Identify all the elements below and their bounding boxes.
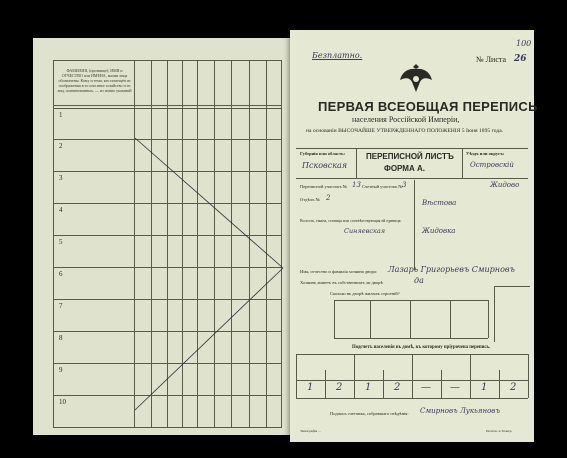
signature-label: Подпись счетчика, собравшаго свѣдѣнія: (330, 411, 409, 416)
row-number: 3 (59, 174, 63, 182)
count-value: 2 (336, 382, 343, 393)
footer-right: Почтов. и Телегр. (486, 429, 513, 433)
settlement-value-1: Жидово (490, 181, 520, 189)
row-number: 7 (59, 302, 63, 310)
section-uchastok-label: Переписной участокъ № (300, 184, 348, 189)
sheet-number: 26 (514, 54, 527, 64)
row-number: 1 (59, 111, 63, 119)
form-sheet-title: ПЕРЕПИСНОЙ ЛИСТЪ (366, 152, 454, 161)
owner-label: Имя, отчество и фамилія хозяина двора: (300, 269, 378, 274)
row-number: 5 (59, 238, 63, 246)
settlement-value-2: Вѣстова (422, 199, 457, 207)
footer-left: Типографія ... (300, 429, 321, 433)
uezd-value: Островскій (470, 161, 514, 169)
left-page (33, 38, 291, 435)
section-uchastok-value: 13 (352, 181, 361, 189)
row-number: 6 (59, 270, 63, 278)
settlement-value-3: Жидовка (422, 227, 456, 235)
form-title: ПЕРВАЯ ВСЕОБЩАЯ ПЕРЕПИСЬ (318, 99, 538, 114)
bottom-header: Подсчетъ населенія въ домѣ, къ которому пріурочена перепись. (352, 345, 491, 350)
row-number: 8 (59, 334, 63, 342)
form-basis: на основаніи ВЫСОЧАЙШЕ УТВЕРЖДЕННАГО ПОЛОЖЕНІЯ 5 Іюня 1895 года. (306, 128, 504, 134)
row-number: 2 (59, 142, 63, 150)
row-number: 10 (59, 398, 66, 406)
owner-value: Лазарь Григорьевъ Смирновъ (388, 265, 515, 274)
uezd-label: Уѣздъ или округъ: (466, 151, 505, 156)
section-otdel-label: Отдѣлъ № (300, 197, 320, 202)
count-value: — (450, 382, 460, 393)
count-value: — (421, 382, 431, 393)
count-value: 2 (510, 382, 517, 393)
village-label: Волость, гмина, станица или соотвѣтствующая ей единица: (300, 218, 402, 223)
section-schet-label: Счетный участокъ № (362, 184, 403, 189)
section-schet-value: 3 (402, 181, 407, 189)
cross-out-lines (33, 38, 291, 435)
form-sheet-subtitle: ФОРМА А. (384, 164, 425, 173)
section-otdel-value: 2 (326, 194, 331, 202)
gubernia-label: Губернія или область: (300, 151, 346, 156)
count-value: 1 (365, 382, 372, 393)
right-page (290, 30, 538, 442)
signature-value: Смирновъ Лукьяновъ (420, 407, 501, 415)
form-subtitle: населения Россійской Имперіи, (352, 115, 460, 124)
stamp-text: Безплатно. (312, 51, 363, 60)
sheet-label: № Листа (476, 55, 507, 64)
row-number: 4 (59, 206, 63, 214)
village-value: Синяевская (344, 227, 386, 235)
gubernia-value: Псковская (302, 161, 348, 170)
dwelling-label: Хозяинъ живетъ въ собственномъ ли дворѣ (300, 280, 383, 285)
left-header-text: ФАМИЛИЯ, (прозвище), ИМЯ и ОТЧЕСТВО или ИМЕНА, коими лица обозначены. Кому и теми, кто помещён из соображения в то или иное хозяйство и из лиц, поименованных, — из ихних указаний (57, 68, 132, 93)
corner-note: 100 (516, 39, 532, 48)
row-number: 9 (59, 366, 63, 374)
count-value: 2 (394, 382, 401, 393)
count-value: 1 (481, 382, 488, 393)
count-value: 1 (307, 382, 314, 393)
dwelling-value: да (414, 276, 424, 285)
imperial-eagle-emblem (398, 60, 434, 94)
houses-label: Сколько въ дворѣ жилыхъ строеній? (330, 291, 400, 296)
